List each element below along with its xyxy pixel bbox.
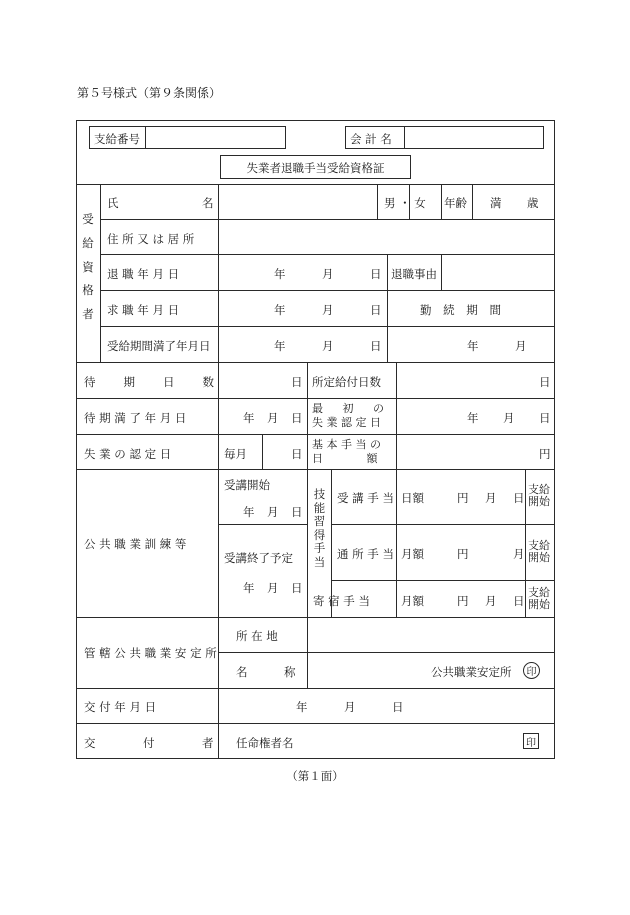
retire-month: 月 <box>322 267 334 281</box>
job-seek-month: 月 <box>322 303 334 317</box>
office-seal-icon: 印 <box>523 662 540 679</box>
office-name-label-a: 名 <box>236 665 248 679</box>
office-suffix: 公共職業安定所 <box>431 665 512 679</box>
age-label: 年齢 <box>444 196 467 210</box>
kaikei-name-field[interactable] <box>404 126 544 149</box>
unemp-cert-label: 失 業 の 認 定 日 <box>84 447 172 461</box>
waiting-days-label: 待 期 日 数 <box>84 375 214 389</box>
period-end-label: 受給期間満了年月日 <box>107 339 211 353</box>
commute-payment-start: 支給 開始 <box>528 539 550 564</box>
course-end-day: 日 <box>291 581 303 595</box>
job-seek-day: 日 <box>370 303 382 317</box>
lodging-month: 月 <box>485 594 497 608</box>
course-payment-start: 支給 開始 <box>528 483 550 508</box>
skill-allowance-vertical-label: 技 能 習 得 手 当 <box>313 487 326 569</box>
issuer-label-b: 付 <box>143 736 155 750</box>
first-cert-month: 月 <box>503 411 515 425</box>
first-cert-label: 最 初 の 失 業 認 定 日 <box>312 402 392 429</box>
address-field[interactable] <box>219 220 554 253</box>
recipient-vertical-label: 受 給 資 格 者 <box>82 212 94 322</box>
commute-month: 月 <box>513 547 525 561</box>
age-unit-b: 歳 <box>527 196 539 210</box>
address-label: 住 所 又 は 居 所 <box>107 232 195 246</box>
first-cert-year: 年 <box>467 411 479 425</box>
office-group-label: 管 轄 公 共 職 業 安 定 所 <box>84 646 217 660</box>
waiting-end-label: 待 期 満 了 年 月 日 <box>84 411 187 425</box>
issuer-label-c: 者 <box>202 736 214 750</box>
fixed-days-unit: 日 <box>539 375 551 389</box>
retire-date-label: 退 職 年 月 日 <box>107 267 180 281</box>
period-end-day: 日 <box>370 339 382 353</box>
lodging-payment-start: 支給 開始 <box>528 586 550 611</box>
service-years: 年 <box>467 339 479 353</box>
office-location-label: 所 在 地 <box>236 629 278 643</box>
lodging-yen: 円 <box>457 594 469 608</box>
kaikei-name-label: 会 計 名 <box>350 132 392 146</box>
fixed-days-label: 所定給付日数 <box>312 375 381 389</box>
job-seek-year: 年 <box>274 303 286 317</box>
base-allowance-yen: 円 <box>539 447 551 461</box>
issue-day: 日 <box>392 700 404 714</box>
course-start-month: 月 <box>267 505 279 519</box>
issuer-seal-icon: 印 <box>523 733 539 749</box>
period-end-month: 月 <box>322 339 334 353</box>
service-months: 月 <box>515 339 527 353</box>
shikyu-bango-label: 支給番号 <box>94 132 140 146</box>
retire-reason-label: 退職事由 <box>391 267 437 281</box>
course-yen: 円 <box>457 491 469 505</box>
course-start-day: 日 <box>291 505 303 519</box>
commute-allowance-label: 通 所 手 当 <box>337 547 394 561</box>
waiting-end-year: 年 <box>243 411 255 425</box>
lodging-allowance-label: 寄 宿 手 当 <box>313 594 370 608</box>
issuer-label-a: 交 <box>84 736 96 750</box>
course-start-label: 受講開始 <box>224 478 270 492</box>
office-name-label-b: 称 <box>284 665 296 679</box>
lodging-monthly: 月額 <box>401 594 424 608</box>
waiting-end-month: 月 <box>267 411 279 425</box>
sex-selector[interactable]: 男 ・ 女 <box>384 196 426 210</box>
course-daily: 日額 <box>401 491 424 505</box>
waiting-days-unit: 日 <box>291 375 303 389</box>
retire-year: 年 <box>274 267 286 281</box>
unemp-cert-day: 日 <box>291 447 303 461</box>
lodging-day: 日 <box>513 594 525 608</box>
course-month: 月 <box>485 491 497 505</box>
first-cert-day: 日 <box>539 411 551 425</box>
appointer-label: 任命権者名 <box>236 736 294 750</box>
name-field[interactable] <box>219 185 376 218</box>
course-end-label: 受講終了予定 <box>224 551 293 565</box>
commute-monthly: 月額 <box>401 547 424 561</box>
page-footer: （第１面） <box>286 769 344 783</box>
course-allowance-label: 受 講 手 当 <box>337 491 394 505</box>
course-end-year: 年 <box>243 581 255 595</box>
age-unit-a: 満 <box>490 196 502 210</box>
service-period-label: 勤 続 期 間 <box>420 303 505 317</box>
commute-yen: 円 <box>457 547 469 561</box>
name-label-b: 名 <box>202 196 214 210</box>
name-label-a: 氏 <box>107 196 119 210</box>
period-end-year: 年 <box>274 339 286 353</box>
course-day: 日 <box>513 491 525 505</box>
office-location-field[interactable] <box>308 618 554 651</box>
base-allowance-label: 基 本 手 当 の 日 額 <box>312 438 381 465</box>
training-label: 公 共 職 業 訓 練 等 <box>84 537 187 551</box>
retire-reason-field[interactable] <box>442 255 554 289</box>
course-end-month: 月 <box>267 581 279 595</box>
retire-day: 日 <box>370 267 382 281</box>
issue-year: 年 <box>296 700 308 714</box>
course-start-year: 年 <box>243 505 255 519</box>
shikyu-bango-field[interactable] <box>145 126 286 149</box>
every-month: 毎月 <box>224 447 247 461</box>
certificate-title: 失業者退職手当受給資格証 <box>246 161 385 175</box>
form-number-title: 第５号様式（第９条関係） <box>77 86 222 100</box>
job-seek-label: 求 職 年 月 日 <box>107 303 180 317</box>
issue-date-label: 交 付 年 月 日 <box>84 700 157 714</box>
issue-month: 月 <box>344 700 356 714</box>
waiting-end-day: 日 <box>291 411 303 425</box>
